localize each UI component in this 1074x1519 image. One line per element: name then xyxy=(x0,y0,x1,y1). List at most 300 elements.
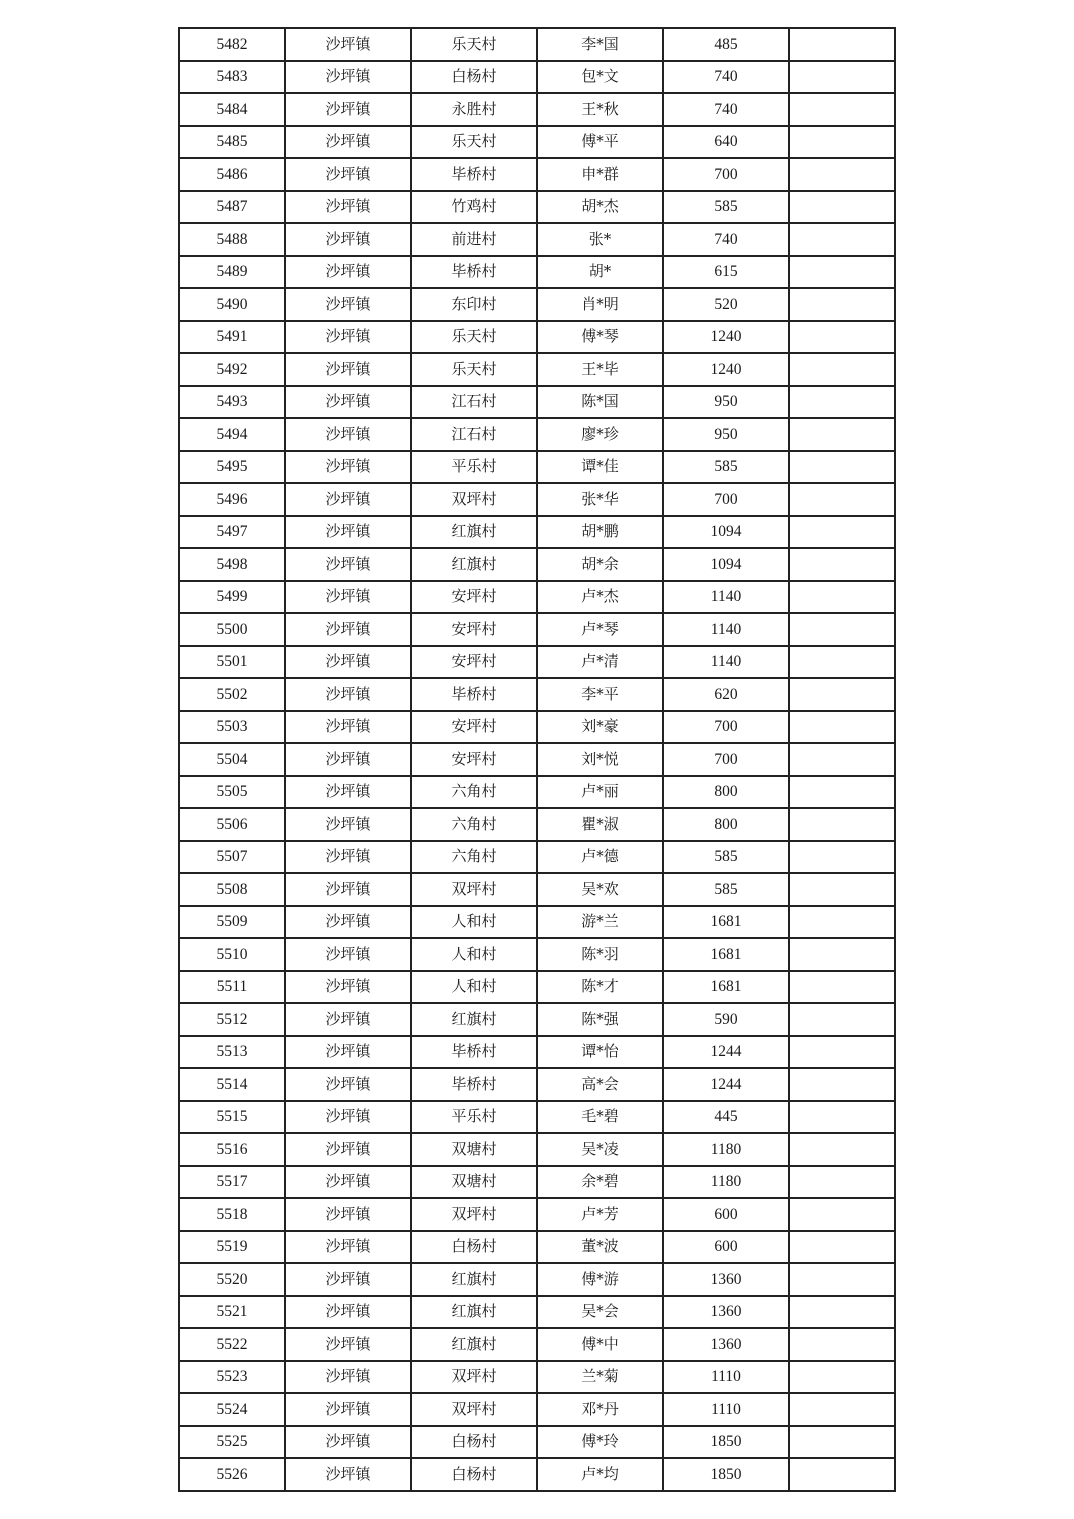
cell-serial-number: 5525 xyxy=(179,1426,285,1459)
cell-note xyxy=(789,386,895,419)
cell-amount: 1140 xyxy=(663,646,789,679)
cell-serial-number: 5520 xyxy=(179,1263,285,1296)
cell-person-name: 卢*丽 xyxy=(537,776,663,809)
cell-note xyxy=(789,1361,895,1394)
table-row xyxy=(179,1166,895,1199)
cell-amount: 640 xyxy=(663,126,789,159)
cell-village: 红旗村 xyxy=(411,1328,537,1361)
cell-person-name: 廖*珍 xyxy=(537,418,663,451)
cell-serial-number: 5510 xyxy=(179,938,285,971)
cell-person-name: 李*国 xyxy=(537,28,663,61)
cell-town: 沙坪镇 xyxy=(285,938,411,971)
cell-town: 沙坪镇 xyxy=(285,418,411,451)
cell-town: 沙坪镇 xyxy=(285,93,411,126)
cell-village: 六角村 xyxy=(411,808,537,841)
table-row xyxy=(179,678,895,711)
cell-serial-number: 5526 xyxy=(179,1458,285,1491)
cell-serial-number: 5491 xyxy=(179,321,285,354)
cell-person-name: 王*秋 xyxy=(537,93,663,126)
cell-note xyxy=(789,776,895,809)
cell-serial-number: 5484 xyxy=(179,93,285,126)
table-row xyxy=(179,1198,895,1231)
cell-serial-number: 5487 xyxy=(179,191,285,224)
cell-town: 沙坪镇 xyxy=(285,581,411,614)
cell-serial-number: 5485 xyxy=(179,126,285,159)
cell-person-name: 吴*会 xyxy=(537,1296,663,1329)
table-row xyxy=(179,158,895,191)
cell-person-name: 胡*鹏 xyxy=(537,516,663,549)
table-row xyxy=(179,1426,895,1459)
cell-village: 双坪村 xyxy=(411,873,537,906)
cell-amount: 1240 xyxy=(663,353,789,386)
table-row xyxy=(179,418,895,451)
cell-town: 沙坪镇 xyxy=(285,646,411,679)
table-row xyxy=(179,223,895,256)
cell-amount: 585 xyxy=(663,873,789,906)
cell-person-name: 胡*余 xyxy=(537,548,663,581)
table-row xyxy=(179,1263,895,1296)
cell-note xyxy=(789,1393,895,1426)
cell-town: 沙坪镇 xyxy=(285,613,411,646)
cell-village: 安坪村 xyxy=(411,613,537,646)
cell-person-name: 傅*平 xyxy=(537,126,663,159)
cell-amount: 740 xyxy=(663,223,789,256)
table-row xyxy=(179,711,895,744)
cell-town: 沙坪镇 xyxy=(285,678,411,711)
cell-note xyxy=(789,1166,895,1199)
cell-serial-number: 5521 xyxy=(179,1296,285,1329)
cell-town: 沙坪镇 xyxy=(285,1393,411,1426)
cell-town: 沙坪镇 xyxy=(285,711,411,744)
table-row xyxy=(179,61,895,94)
cell-village: 人和村 xyxy=(411,971,537,1004)
table-row xyxy=(179,841,895,874)
cell-note xyxy=(789,1068,895,1101)
cell-serial-number: 5507 xyxy=(179,841,285,874)
cell-village: 白杨村 xyxy=(411,1426,537,1459)
table-row xyxy=(179,1296,895,1329)
cell-serial-number: 5516 xyxy=(179,1133,285,1166)
cell-village: 毕桥村 xyxy=(411,158,537,191)
cell-person-name: 游*兰 xyxy=(537,906,663,939)
cell-note xyxy=(789,581,895,614)
cell-person-name: 高*会 xyxy=(537,1068,663,1101)
cell-amount: 585 xyxy=(663,191,789,224)
cell-note xyxy=(789,646,895,679)
cell-village: 双坪村 xyxy=(411,483,537,516)
cell-village: 乐天村 xyxy=(411,321,537,354)
cell-village: 毕桥村 xyxy=(411,678,537,711)
cell-note xyxy=(789,1296,895,1329)
cell-village: 安坪村 xyxy=(411,646,537,679)
cell-person-name: 傅*中 xyxy=(537,1328,663,1361)
cell-village: 安坪村 xyxy=(411,711,537,744)
table-row xyxy=(179,938,895,971)
cell-person-name: 卢*清 xyxy=(537,646,663,679)
cell-amount: 950 xyxy=(663,418,789,451)
cell-note xyxy=(789,61,895,94)
cell-person-name: 谭*怡 xyxy=(537,1036,663,1069)
cell-person-name: 董*波 xyxy=(537,1231,663,1264)
cell-serial-number: 5518 xyxy=(179,1198,285,1231)
cell-village: 毕桥村 xyxy=(411,1036,537,1069)
cell-town: 沙坪镇 xyxy=(285,1231,411,1264)
cell-person-name: 卢*均 xyxy=(537,1458,663,1491)
cell-note xyxy=(789,1458,895,1491)
cell-person-name: 胡*杰 xyxy=(537,191,663,224)
cell-person-name: 吴*凌 xyxy=(537,1133,663,1166)
cell-note xyxy=(789,516,895,549)
cell-person-name: 申*群 xyxy=(537,158,663,191)
cell-town: 沙坪镇 xyxy=(285,321,411,354)
cell-town: 沙坪镇 xyxy=(285,483,411,516)
cell-village: 红旗村 xyxy=(411,1003,537,1036)
cell-note xyxy=(789,678,895,711)
cell-town: 沙坪镇 xyxy=(285,1166,411,1199)
cell-serial-number: 5515 xyxy=(179,1101,285,1134)
cell-note xyxy=(789,321,895,354)
cell-town: 沙坪镇 xyxy=(285,1003,411,1036)
cell-note xyxy=(789,1231,895,1264)
cell-amount: 700 xyxy=(663,711,789,744)
cell-person-name: 包*文 xyxy=(537,61,663,94)
cell-note xyxy=(789,1263,895,1296)
table-row xyxy=(179,808,895,841)
cell-person-name: 卢*琴 xyxy=(537,613,663,646)
cell-town: 沙坪镇 xyxy=(285,61,411,94)
cell-town: 沙坪镇 xyxy=(285,386,411,419)
cell-village: 平乐村 xyxy=(411,451,537,484)
table-row xyxy=(179,1393,895,1426)
cell-amount: 1681 xyxy=(663,938,789,971)
cell-person-name: 傅*琴 xyxy=(537,321,663,354)
cell-serial-number: 5493 xyxy=(179,386,285,419)
cell-town: 沙坪镇 xyxy=(285,1263,411,1296)
cell-note xyxy=(789,938,895,971)
cell-note xyxy=(789,1101,895,1134)
cell-village: 江石村 xyxy=(411,418,537,451)
cell-person-name: 瞿*淑 xyxy=(537,808,663,841)
cell-amount: 700 xyxy=(663,158,789,191)
cell-note xyxy=(789,223,895,256)
cell-village: 双坪村 xyxy=(411,1198,537,1231)
cell-serial-number: 5522 xyxy=(179,1328,285,1361)
cell-amount: 1140 xyxy=(663,613,789,646)
cell-serial-number: 5499 xyxy=(179,581,285,614)
cell-note xyxy=(789,808,895,841)
table-row xyxy=(179,906,895,939)
cell-village: 红旗村 xyxy=(411,1296,537,1329)
cell-note xyxy=(789,873,895,906)
table-body xyxy=(179,28,895,1491)
cell-serial-number: 5488 xyxy=(179,223,285,256)
table-row xyxy=(179,776,895,809)
cell-amount: 1850 xyxy=(663,1458,789,1491)
cell-serial-number: 5498 xyxy=(179,548,285,581)
cell-person-name: 刘*豪 xyxy=(537,711,663,744)
cell-note xyxy=(789,711,895,744)
table-row xyxy=(179,1458,895,1491)
cell-person-name: 兰*菊 xyxy=(537,1361,663,1394)
cell-amount: 1681 xyxy=(663,906,789,939)
cell-person-name: 陈*才 xyxy=(537,971,663,1004)
cell-village: 六角村 xyxy=(411,776,537,809)
cell-amount: 520 xyxy=(663,288,789,321)
cell-town: 沙坪镇 xyxy=(285,1198,411,1231)
cell-amount: 1094 xyxy=(663,516,789,549)
cell-town: 沙坪镇 xyxy=(285,28,411,61)
cell-town: 沙坪镇 xyxy=(285,516,411,549)
table-row xyxy=(179,873,895,906)
cell-note xyxy=(789,1426,895,1459)
cell-amount: 700 xyxy=(663,743,789,776)
cell-village: 安坪村 xyxy=(411,743,537,776)
table-row xyxy=(179,256,895,289)
cell-town: 沙坪镇 xyxy=(285,191,411,224)
cell-town: 沙坪镇 xyxy=(285,1426,411,1459)
table-row xyxy=(179,28,895,61)
cell-village: 双坪村 xyxy=(411,1361,537,1394)
cell-serial-number: 5511 xyxy=(179,971,285,1004)
cell-town: 沙坪镇 xyxy=(285,1036,411,1069)
table-row xyxy=(179,1068,895,1101)
cell-amount: 600 xyxy=(663,1198,789,1231)
cell-serial-number: 5509 xyxy=(179,906,285,939)
table-row xyxy=(179,613,895,646)
cell-note xyxy=(789,256,895,289)
cell-amount: 1110 xyxy=(663,1393,789,1426)
cell-amount: 1140 xyxy=(663,581,789,614)
cell-town: 沙坪镇 xyxy=(285,256,411,289)
cell-person-name: 傅*玲 xyxy=(537,1426,663,1459)
cell-village: 红旗村 xyxy=(411,1263,537,1296)
cell-village: 永胜村 xyxy=(411,93,537,126)
cell-town: 沙坪镇 xyxy=(285,548,411,581)
cell-serial-number: 5486 xyxy=(179,158,285,191)
cell-village: 毕桥村 xyxy=(411,256,537,289)
table-row xyxy=(179,1133,895,1166)
cell-town: 沙坪镇 xyxy=(285,1296,411,1329)
cell-town: 沙坪镇 xyxy=(285,353,411,386)
cell-person-name: 毛*碧 xyxy=(537,1101,663,1134)
cell-serial-number: 5523 xyxy=(179,1361,285,1394)
cell-amount: 620 xyxy=(663,678,789,711)
cell-amount: 445 xyxy=(663,1101,789,1134)
cell-amount: 1360 xyxy=(663,1263,789,1296)
beneficiary-table xyxy=(178,27,896,1492)
cell-serial-number: 5519 xyxy=(179,1231,285,1264)
cell-town: 沙坪镇 xyxy=(285,451,411,484)
cell-town: 沙坪镇 xyxy=(285,288,411,321)
cell-amount: 800 xyxy=(663,808,789,841)
cell-village: 红旗村 xyxy=(411,548,537,581)
cell-town: 沙坪镇 xyxy=(285,1101,411,1134)
cell-amount: 1850 xyxy=(663,1426,789,1459)
cell-note xyxy=(789,451,895,484)
cell-amount: 1180 xyxy=(663,1133,789,1166)
cell-serial-number: 5517 xyxy=(179,1166,285,1199)
cell-serial-number: 5508 xyxy=(179,873,285,906)
cell-note xyxy=(789,288,895,321)
cell-town: 沙坪镇 xyxy=(285,873,411,906)
cell-village: 双坪村 xyxy=(411,1393,537,1426)
cell-note xyxy=(789,548,895,581)
cell-serial-number: 5514 xyxy=(179,1068,285,1101)
cell-town: 沙坪镇 xyxy=(285,743,411,776)
table-row xyxy=(179,386,895,419)
table-row xyxy=(179,451,895,484)
table-row xyxy=(179,581,895,614)
cell-note xyxy=(789,1133,895,1166)
cell-village: 平乐村 xyxy=(411,1101,537,1134)
table-row xyxy=(179,1036,895,1069)
cell-person-name: 陈*强 xyxy=(537,1003,663,1036)
table-row xyxy=(179,191,895,224)
cell-note xyxy=(789,158,895,191)
cell-amount: 1360 xyxy=(663,1296,789,1329)
cell-serial-number: 5503 xyxy=(179,711,285,744)
cell-village: 红旗村 xyxy=(411,516,537,549)
cell-village: 竹鸡村 xyxy=(411,191,537,224)
cell-serial-number: 5497 xyxy=(179,516,285,549)
cell-village: 安坪村 xyxy=(411,581,537,614)
cell-town: 沙坪镇 xyxy=(285,971,411,1004)
cell-person-name: 卢*杰 xyxy=(537,581,663,614)
cell-person-name: 傅*游 xyxy=(537,1263,663,1296)
cell-village: 人和村 xyxy=(411,906,537,939)
cell-note xyxy=(789,841,895,874)
cell-serial-number: 5524 xyxy=(179,1393,285,1426)
cell-person-name: 陈*羽 xyxy=(537,938,663,971)
cell-amount: 1360 xyxy=(663,1328,789,1361)
cell-serial-number: 5506 xyxy=(179,808,285,841)
cell-serial-number: 5495 xyxy=(179,451,285,484)
cell-amount: 615 xyxy=(663,256,789,289)
cell-note xyxy=(789,93,895,126)
table-row xyxy=(179,126,895,159)
cell-serial-number: 5482 xyxy=(179,28,285,61)
cell-village: 双塘村 xyxy=(411,1166,537,1199)
cell-serial-number: 5502 xyxy=(179,678,285,711)
cell-village: 六角村 xyxy=(411,841,537,874)
cell-note xyxy=(789,1003,895,1036)
table-row xyxy=(179,646,895,679)
cell-note xyxy=(789,906,895,939)
cell-serial-number: 5513 xyxy=(179,1036,285,1069)
cell-village: 人和村 xyxy=(411,938,537,971)
table-row xyxy=(179,1101,895,1134)
document-page xyxy=(178,27,896,1492)
cell-village: 前进村 xyxy=(411,223,537,256)
cell-serial-number: 5500 xyxy=(179,613,285,646)
cell-village: 毕桥村 xyxy=(411,1068,537,1101)
cell-amount: 485 xyxy=(663,28,789,61)
cell-village: 乐天村 xyxy=(411,353,537,386)
cell-amount: 1244 xyxy=(663,1036,789,1069)
cell-amount: 585 xyxy=(663,841,789,874)
cell-village: 乐天村 xyxy=(411,126,537,159)
cell-amount: 1240 xyxy=(663,321,789,354)
cell-town: 沙坪镇 xyxy=(285,776,411,809)
cell-amount: 600 xyxy=(663,1231,789,1264)
table-row xyxy=(179,483,895,516)
cell-person-name: 张*华 xyxy=(537,483,663,516)
cell-person-name: 胡* xyxy=(537,256,663,289)
cell-town: 沙坪镇 xyxy=(285,1328,411,1361)
cell-amount: 740 xyxy=(663,61,789,94)
table-row xyxy=(179,1328,895,1361)
cell-amount: 1180 xyxy=(663,1166,789,1199)
cell-serial-number: 5504 xyxy=(179,743,285,776)
cell-note xyxy=(789,418,895,451)
cell-village: 双塘村 xyxy=(411,1133,537,1166)
cell-town: 沙坪镇 xyxy=(285,126,411,159)
cell-person-name: 吴*欢 xyxy=(537,873,663,906)
cell-amount: 585 xyxy=(663,451,789,484)
table-row xyxy=(179,971,895,1004)
cell-person-name: 邓*丹 xyxy=(537,1393,663,1426)
cell-serial-number: 5492 xyxy=(179,353,285,386)
cell-person-name: 卢*德 xyxy=(537,841,663,874)
cell-town: 沙坪镇 xyxy=(285,223,411,256)
cell-serial-number: 5494 xyxy=(179,418,285,451)
cell-serial-number: 5505 xyxy=(179,776,285,809)
table-row xyxy=(179,93,895,126)
cell-person-name: 谭*佳 xyxy=(537,451,663,484)
cell-town: 沙坪镇 xyxy=(285,1068,411,1101)
cell-note xyxy=(789,28,895,61)
cell-town: 沙坪镇 xyxy=(285,841,411,874)
cell-town: 沙坪镇 xyxy=(285,906,411,939)
cell-town: 沙坪镇 xyxy=(285,808,411,841)
cell-person-name: 张* xyxy=(537,223,663,256)
table-row xyxy=(179,353,895,386)
cell-town: 沙坪镇 xyxy=(285,1361,411,1394)
table-row xyxy=(179,1003,895,1036)
cell-note xyxy=(789,1328,895,1361)
cell-note xyxy=(789,1036,895,1069)
cell-note xyxy=(789,1198,895,1231)
cell-amount: 1681 xyxy=(663,971,789,1004)
cell-village: 白杨村 xyxy=(411,1231,537,1264)
cell-person-name: 李*平 xyxy=(537,678,663,711)
cell-amount: 800 xyxy=(663,776,789,809)
table-row xyxy=(179,321,895,354)
cell-serial-number: 5483 xyxy=(179,61,285,94)
cell-town: 沙坪镇 xyxy=(285,158,411,191)
cell-person-name: 王*毕 xyxy=(537,353,663,386)
cell-village: 乐天村 xyxy=(411,28,537,61)
cell-amount: 740 xyxy=(663,93,789,126)
cell-person-name: 余*碧 xyxy=(537,1166,663,1199)
table-row xyxy=(179,288,895,321)
cell-note xyxy=(789,191,895,224)
cell-town: 沙坪镇 xyxy=(285,1458,411,1491)
cell-village: 江石村 xyxy=(411,386,537,419)
cell-town: 沙坪镇 xyxy=(285,1133,411,1166)
cell-note xyxy=(789,613,895,646)
cell-note xyxy=(789,126,895,159)
cell-village: 东印村 xyxy=(411,288,537,321)
cell-amount: 950 xyxy=(663,386,789,419)
table-row xyxy=(179,1231,895,1264)
cell-amount: 1110 xyxy=(663,1361,789,1394)
cell-serial-number: 5489 xyxy=(179,256,285,289)
cell-person-name: 刘*悦 xyxy=(537,743,663,776)
cell-serial-number: 5501 xyxy=(179,646,285,679)
cell-person-name: 卢*芳 xyxy=(537,1198,663,1231)
cell-village: 白杨村 xyxy=(411,1458,537,1491)
